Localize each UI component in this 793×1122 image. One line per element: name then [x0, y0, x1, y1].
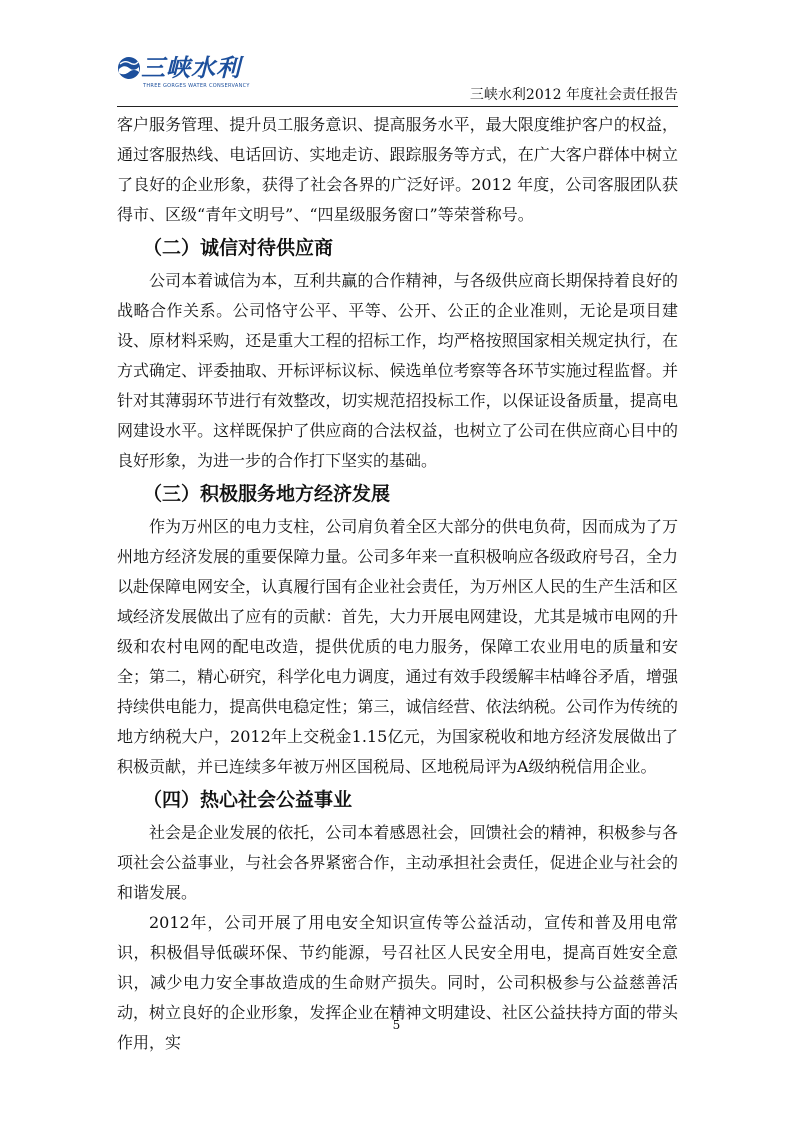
section-heading-public-welfare: （四）热心社会公益事业: [143, 789, 353, 811]
page-header: [117, 50, 678, 106]
page-number: 5: [392, 1018, 401, 1032]
document-body: [117, 110, 678, 1058]
section-heading-suppliers: （二）诚信对待供应商: [143, 237, 334, 259]
section-heading-local-economy: （三）积极服务地方经济发展: [143, 483, 391, 505]
paragraph-local-economy: 作为万州区的电力支柱，公司肩负着全区大部分的供电负荷，因而成为了万州地方经济发展的重要保障力量。公司多年来一直积极响应各级政府号召，全力以赴保障电网安全，认真履行国有企业社会责任，为万州区人民的生产生活和区域经济发展做出了应有的贡献：首先，大力开展电网建设，尤其是城市电网的升级和农村电网的配电改造，提供优质的电力服务，保障工农业用电的质量和安全；第二，精心研究，科学化电力调度，通过有效手段缓解丰枯峰谷矛盾，增强持续供电能力，提高供电稳定性；第三，诚信经营、依法纳税。公司作为传统的地方纳税大户，2012年上交税金1.15亿元，为国家税收和地方经济发展做出了积极贡献，并已连续多年被万州区国税局、区地税局评为A级纳税信用企业。: [117, 517, 678, 776]
wave-logo-icon: [117, 56, 141, 80]
company-logo: [117, 53, 250, 96]
header-divider: [117, 106, 678, 107]
paragraph-public-welfare-1: 社会是企业发展的依托，公司本着感恩社会，回馈社会的精神，积极参与各项社会公益事业，与社会各界紧密合作，主动承担社会责任，促进企业与社会的和谐发展。: [117, 823, 678, 902]
paragraph-suppliers: 公司本着诚信为本，互利共赢的合作精神，与各级供应商长期保持着良好的战略合作关系。公司恪守公平、平等、公开、公正的企业准则，无论是项目建设、原材料采购，还是重大工程的招标工作，均严格按照国家相关规定执行，在方式确定、评委抽取、开标评标议标、候选单位考察等各环节实施过程监督。并针对其薄弱环节进行有效整改，切实规范招投标工作，以保证设备质量，提高电网建设水平。这样既保护了供应商的合法权益，也树立了公司在供应商心目中的良好形象，为进一步的合作打下坚实的基础。: [117, 271, 678, 470]
logo-english-name: THREE GORGES WATER CONSERVANCY: [143, 83, 250, 89]
paragraph-public-welfare-2: 2012年，公司开展了用电安全知识宣传等公益活动，宣传和普及用电常识，积极倡导低碳环保、节约能源，号召社区人民安全用电，提高百姓安全意识，减少电力安全事故造成的生命财产损失。同时，公司积极参与公益慈善活动，树立良好的企业形象，发挥企业在精神文明建设、社区公益扶持方面的带头作用，实: [117, 913, 678, 1052]
logo-chinese-name: 三峡水利: [141, 53, 241, 82]
report-title: 三峡水利2012 年度社会责任报告: [469, 87, 678, 103]
paragraph-customer-service: 客户服务管理、提升员工服务意识、提高服务水平，最大限度维护客户的权益，通过客服热线、电话回访、实地走访、跟踪服务等方式，在广大客户群体中树立了良好的企业形象，获得了社会各界的广泛好评。2012 年度，公司客服团队获得市、区级“青年文明号”、“四星级服务窗口”等荣誉称号。: [117, 115, 678, 224]
